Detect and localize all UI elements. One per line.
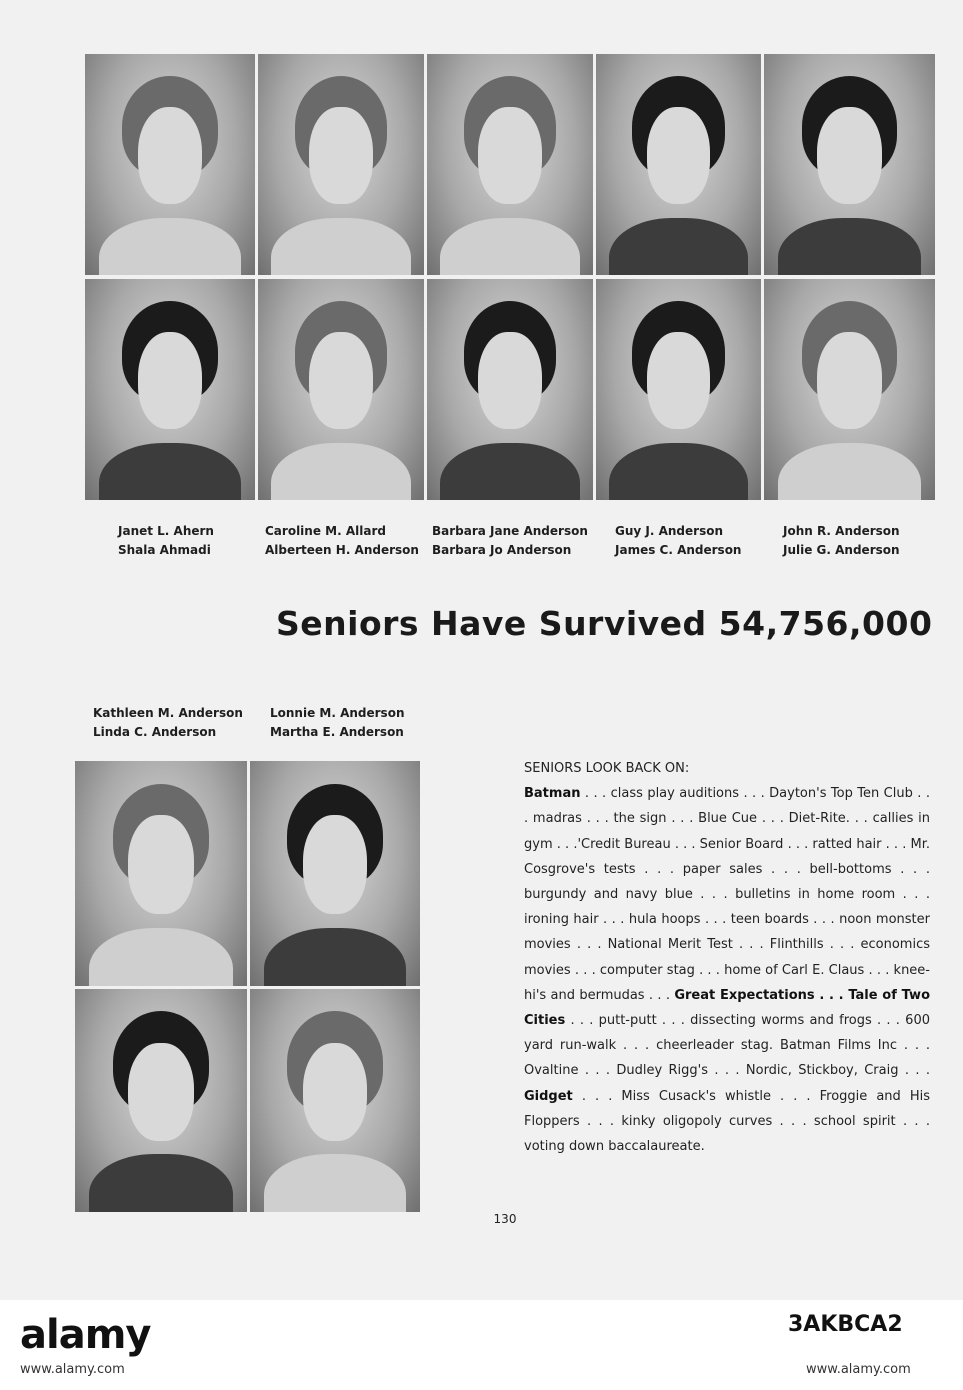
portrait-alberteen-anderson — [258, 279, 424, 500]
article-segment: . . . putt-putt . . . dissecting worms and frogs . . . 600 yard run-walk . . . cheerleader stag. Batman Films Inc . . . Ovaltine . . . Dudley Rigg's . . . Nordic, Stickboy, Craig . . . — [524, 1013, 930, 1079]
name-line: Caroline M. Allard — [265, 524, 386, 538]
portrait-linda-anderson — [75, 989, 247, 1212]
caption-column-4 — [615, 522, 741, 560]
name-line: Martha E. Anderson — [270, 725, 404, 739]
page-number: 130 — [493, 1212, 517, 1226]
portrait-caroline-allard — [258, 54, 424, 275]
name-line: Linda C. Anderson — [93, 725, 217, 739]
name-line: Lonnie M. Anderson — [270, 706, 405, 720]
portrait-lonnie-anderson — [250, 761, 420, 986]
alamy-logo: alamy — [20, 1312, 151, 1358]
name-line: James C. Anderson — [615, 543, 742, 557]
alamy-url: www.alamy.com — [20, 1362, 125, 1377]
name-line: Guy J. Anderson — [615, 524, 723, 538]
page-headline: Seniors Have Survived 54,756,000 — [276, 604, 933, 643]
caption-bottom-column-2 — [270, 704, 405, 742]
name-line: Julie G. Anderson — [783, 543, 900, 557]
caption-bottom-column-1 — [93, 704, 243, 742]
portrait-barbara-jo-anderson — [427, 279, 593, 500]
highlight-batman: Batman — [524, 786, 581, 802]
portrait-kathleen-anderson — [75, 761, 247, 986]
caption-column-5 — [783, 522, 900, 560]
name-line: Barbara Jo Anderson — [432, 543, 572, 557]
portrait-john-anderson — [764, 54, 935, 275]
name-line: John R. Anderson — [783, 524, 900, 538]
highlight-gidget: Gidget — [524, 1088, 573, 1104]
highlight-books: Great Expectations . . . Tale of Two Cities — [524, 987, 931, 1029]
article-intro: SENIORS LOOK BACK ON: — [524, 761, 690, 776]
portrait-shala-ahmadi — [85, 279, 255, 500]
name-line: Barbara Jane Anderson — [432, 524, 588, 538]
portrait-janet-ahern — [85, 54, 255, 275]
portrait-julie-anderson — [764, 279, 935, 500]
portrait-barbara-jane-anderson — [427, 54, 593, 275]
article-segment: . . . Miss Cusack's whistle . . . Froggie and His Floppers . . . kinky oligopoly curves . . . school spirit . . . voting down baccalaureate. — [524, 1088, 930, 1155]
senior-memories-text — [524, 756, 930, 1159]
caption-column-3 — [432, 522, 588, 560]
name-line: Alberteen H. Anderson — [265, 543, 419, 557]
alamy-url-right: www.alamy.com — [806, 1362, 911, 1377]
image-reference-id: 3AKBCA2 — [788, 1312, 903, 1337]
portrait-martha-anderson — [250, 989, 420, 1212]
name-line: Kathleen M. Anderson — [93, 706, 243, 720]
caption-column-1 — [118, 522, 214, 560]
name-line: Shala Ahmadi — [118, 543, 211, 557]
caption-column-2 — [265, 522, 419, 560]
portrait-james-anderson — [596, 279, 761, 500]
portrait-guy-anderson — [596, 54, 761, 275]
article-body — [524, 781, 930, 1159]
article-segment: . . . class play auditions . . . Dayton's Top Ten Club . . . madras . . . the sign . . . Blue Cue . . . Diet-Rite. . . callies in gym . . .'Credit Bureau . . . Senior Board . . . ratted hair . . . Mr. Cosgrove's tests . . . paper sales . . . bell-bottoms . . . burgundy and navy blue . . . bulletins in home room . . . ironing hair . . . hula hoops . . . teen boards . . . noon monster movies . . . National Merit Test . . . Flinthills . . . economics movies . . . computer stag . . . home of Carl E. Claus . . . knee-hi's and bermudas . . . — [524, 786, 930, 1003]
name-line: Janet L. Ahern — [118, 524, 214, 538]
